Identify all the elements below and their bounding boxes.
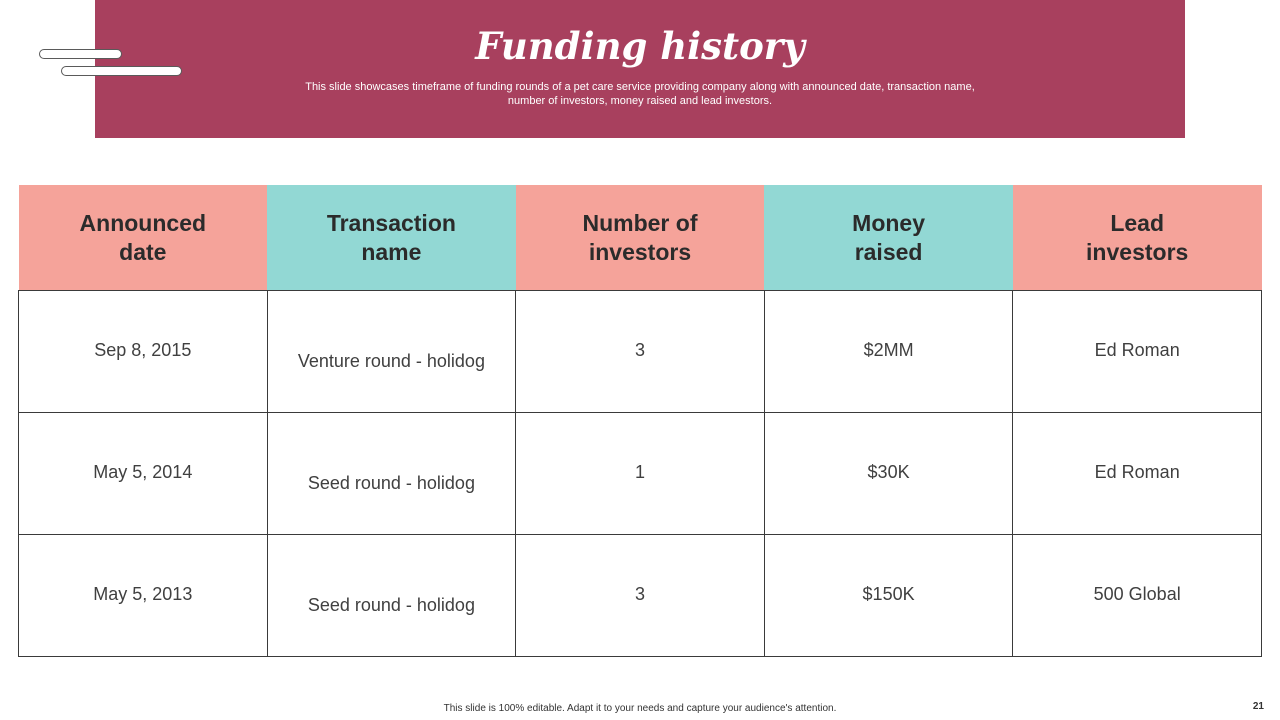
header-line: Transaction <box>326 209 456 236</box>
column-header-number-of-investors <box>516 185 765 291</box>
decorative-pill <box>39 49 122 59</box>
cell-number-of-investors <box>516 413 765 535</box>
table-header-row <box>19 185 1262 291</box>
column-header-transaction-name <box>267 185 516 291</box>
cell-transaction-name <box>267 413 516 535</box>
cell-value: 3 <box>634 584 645 604</box>
table-row <box>19 535 1262 657</box>
cell-lead-investors <box>1013 535 1262 657</box>
cell-value: Seed round - holidog <box>307 473 475 493</box>
column-header-money-raised <box>764 185 1013 291</box>
column-header-announced-date <box>19 185 268 291</box>
cell-number-of-investors <box>516 535 765 657</box>
cell-value: Venture round - holidog <box>297 351 485 371</box>
cell-money-raised <box>764 413 1013 535</box>
slide-subtitle: This slide showcases timeframe of funding rounds of a pet care service providing company along with announced date, transaction name, number of investors, money raised and lead investors. <box>305 81 975 107</box>
header-line: investors <box>588 238 692 265</box>
cell-value: $150K <box>862 584 915 604</box>
header-line: date <box>119 238 167 265</box>
cell-value: Seed round - holidog <box>307 595 475 615</box>
cell-value: Ed Roman <box>1094 340 1180 360</box>
cell-transaction-name <box>267 535 516 657</box>
cell-lead-investors <box>1013 291 1262 413</box>
table-row <box>19 291 1262 413</box>
cell-number-of-investors <box>516 291 765 413</box>
cell-announced-date <box>19 413 268 535</box>
header-line: Announced <box>79 209 207 236</box>
cell-value: $30K <box>867 462 910 482</box>
slide-title: Funding history <box>475 24 805 68</box>
column-header-lead-investors <box>1013 185 1262 291</box>
cell-lead-investors <box>1013 413 1262 535</box>
cell-value: 3 <box>634 340 645 360</box>
cell-announced-date <box>19 535 268 657</box>
cell-announced-date <box>19 291 268 413</box>
header-line: Number of <box>582 209 698 236</box>
cell-value: 1 <box>634 462 645 482</box>
header-line: Lead <box>1110 209 1165 236</box>
funding-table <box>18 185 1262 657</box>
footer-note: This slide is 100% editable. Adapt it to your needs and capture your audience's attention. <box>443 703 837 714</box>
table-row <box>19 413 1262 535</box>
header-band <box>95 0 1185 138</box>
header-line: raised <box>854 238 923 265</box>
header-line: investors <box>1086 238 1189 265</box>
cell-value: 500 Global <box>1093 584 1181 604</box>
cell-value: Ed Roman <box>1094 462 1180 482</box>
cell-value: May 5, 2013 <box>93 584 193 604</box>
cell-money-raised <box>764 291 1013 413</box>
header-line: Money <box>852 209 925 236</box>
cell-value: May 5, 2014 <box>93 462 193 482</box>
cell-value: $2MM <box>863 340 914 360</box>
cell-money-raised <box>764 535 1013 657</box>
cell-value: Sep 8, 2015 <box>94 340 192 360</box>
decorative-pill <box>61 66 182 76</box>
page-number: 21 <box>1252 701 1264 712</box>
header-line: name <box>361 238 422 265</box>
cell-transaction-name <box>267 291 516 413</box>
